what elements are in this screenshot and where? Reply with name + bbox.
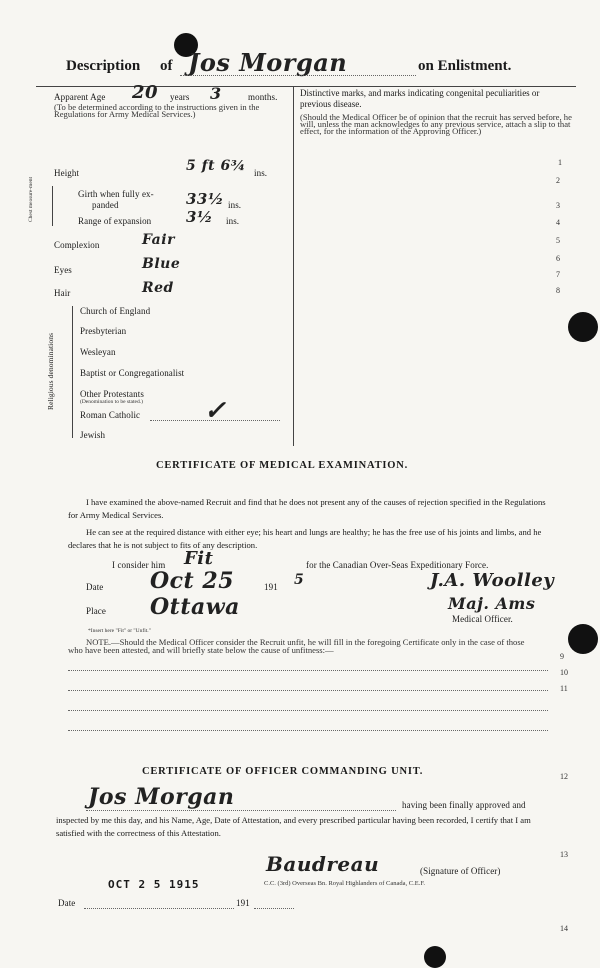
girth-label-2: panded (92, 200, 119, 210)
place-value: Ottawa (150, 594, 240, 620)
girth-label-1: Girth when fully ex- (78, 189, 154, 199)
name-line (180, 75, 416, 76)
medical-heading: CERTIFICATE OF MEDICAL EXAMINATION. (156, 460, 409, 471)
medical-date-label: Date (86, 582, 104, 592)
religion-check-mark: ✓ (204, 396, 227, 426)
margin-number-5: 5 (556, 236, 560, 245)
punch-hole-right-1 (568, 312, 598, 342)
girth-value: 33½ (186, 190, 225, 208)
unfit-line-4 (68, 730, 548, 731)
religion-church-of-england: Church of England (80, 306, 151, 316)
range-ins-label: ins. (226, 216, 240, 226)
medical-date-value: Oct 25 (150, 568, 234, 594)
age-years-value: 20 (132, 82, 159, 103)
girth-ins-label: ins. (228, 200, 242, 210)
medical-para-2: He can see at the required distance with either eye; his heart and lungs are healthy; he has the free use of his joints and limbs, and he declares that he is not subject to fits of any description. (68, 527, 542, 550)
officer-signature-label: (Signature of Officer) (420, 866, 501, 876)
of-label: of (160, 58, 173, 74)
margin-number-10: 10 (560, 668, 568, 677)
officer-year-line (254, 908, 294, 909)
insert-fit-note: *Insert here "Fit" or "Unfit." (88, 628, 151, 634)
margin-number-12: 12 (560, 772, 568, 781)
consider-label: I consider him (112, 560, 166, 570)
officer-date-line (84, 908, 234, 909)
range-label: Range of expansion (78, 216, 152, 226)
religion-baptist: Baptist or Congregationalist (80, 368, 185, 378)
margin-number-11: 11 (560, 684, 568, 693)
fit-value: Fit (184, 548, 214, 569)
distinctive-marks-note: (Should the Medical Officer be of opinion that the recruit has served before, he will, unless the man acknowledges to any previous service, attach a slip to that effect, for the information of the Approving Officer.) (300, 112, 572, 136)
distinctive-marks-title: Distinctive marks, and marks indicating congenital peculiarities or previous disease. (300, 88, 540, 109)
column-divider (293, 86, 294, 446)
religion-bracket (72, 306, 73, 438)
unfit-line-3 (68, 710, 548, 711)
medical-unfit-note: NOTE.—Should the Medical Officer consider the Recruit unfit, he will fill in the foregoing Certificate only in the case of those who have been attested, and will briefly state below the cause of unfitness:— (68, 637, 525, 655)
chest-label: Chest measure-ment (28, 176, 34, 222)
margin-number-3: 3 (556, 201, 560, 210)
margin-number-2: 2 (556, 176, 560, 185)
religion-other-protestants: Other Protestants (80, 389, 144, 399)
complexion-value: Fair (142, 232, 175, 248)
height-ins-label: ins. (254, 168, 268, 178)
age-note: (To be determined according to the instructions given in the Regulations for Army Medical Services.) (54, 102, 260, 119)
date-stamp: OCT 2 5 1915 (108, 878, 200, 891)
margin-number-9: 9 (560, 652, 564, 661)
religion-label: Religious denominations (46, 332, 55, 410)
religion-jewish: Jewish (80, 430, 106, 440)
top-rule (36, 86, 576, 87)
margin-number-14: 14 (560, 924, 568, 933)
margin-number-4: 4 (556, 218, 560, 227)
other-protestants-note: (Denomination to be stated.) (80, 399, 143, 405)
margin-number-7: 7 (556, 270, 560, 279)
medical-officer-title: Maj. Ams (448, 594, 536, 613)
eyes-label: Eyes (54, 265, 72, 275)
officer-heading: CERTIFICATE OF OFFICER COMMANDING UNIT. (142, 766, 424, 777)
apparent-age-label: Apparent Age (54, 92, 106, 102)
margin-number-6: 6 (556, 254, 560, 263)
margin-number-13: 13 (560, 850, 568, 859)
margin-number-8: 8 (556, 286, 560, 295)
religion-roman-catholic: Roman Catholic (80, 410, 141, 420)
recruit-name: Jos Morgan (188, 48, 348, 77)
officer-year-label: 191 (236, 898, 250, 908)
height-value: 5 ft 6¾ (186, 158, 246, 174)
religion-wesleyan: Wesleyan (80, 347, 116, 357)
eyes-value: Blue (142, 256, 181, 272)
years-label: years (170, 92, 190, 102)
for-force-label: for the Canadian Over-Seas Expeditionary Force. (306, 560, 489, 570)
having-approved-label: having been finally approved and (402, 800, 526, 810)
months-label: months. (248, 92, 278, 102)
officer-para: inspected by me this day, and his Name, Age, Date of Attestation, and every prescribed particular having been recorded, I certify that I am satisfied with the correctness of this Attestation. (56, 815, 531, 838)
punch-hole-bottom (424, 946, 446, 968)
medical-year-label: 191 (264, 582, 278, 592)
hair-label: Hair (54, 288, 71, 298)
medical-officer-signature: J.A. Woolley (430, 570, 555, 591)
punch-hole-right-2 (568, 624, 598, 654)
officer-date-label: Date (58, 898, 76, 908)
medical-officer-label: Medical Officer. (452, 614, 513, 624)
medical-para-1: I have examined the above-named Recruit and find that he does not present any of the causes of rejection specified in the Regulations for Army Medical Services. (68, 497, 546, 520)
religion-presbyterian: Presbyterian (80, 326, 127, 336)
officer-cert-name: Jos Morgan (88, 784, 235, 810)
margin-number-1: 1 (558, 158, 562, 167)
medical-year-value: 5 (294, 572, 305, 588)
hair-value: Red (142, 280, 174, 296)
unfit-line-1 (68, 670, 548, 671)
height-label: Height (54, 168, 80, 178)
place-label: Place (86, 606, 106, 616)
description-label: Description (66, 58, 141, 74)
chest-bracket (52, 186, 53, 226)
officer-name-line (86, 810, 396, 811)
unfit-line-2 (68, 690, 548, 691)
officer-signature: Baudreau (266, 852, 380, 876)
officer-unit: C.C. (3rd) Overseas Bn. Royal Highlanders of Canada, C.E.F. (264, 880, 426, 887)
on-enlistment-label: on Enlistment. (418, 58, 512, 74)
age-months-value: 3 (210, 84, 222, 103)
complexion-label: Complexion (54, 240, 100, 250)
range-value: 3½ (186, 208, 214, 226)
